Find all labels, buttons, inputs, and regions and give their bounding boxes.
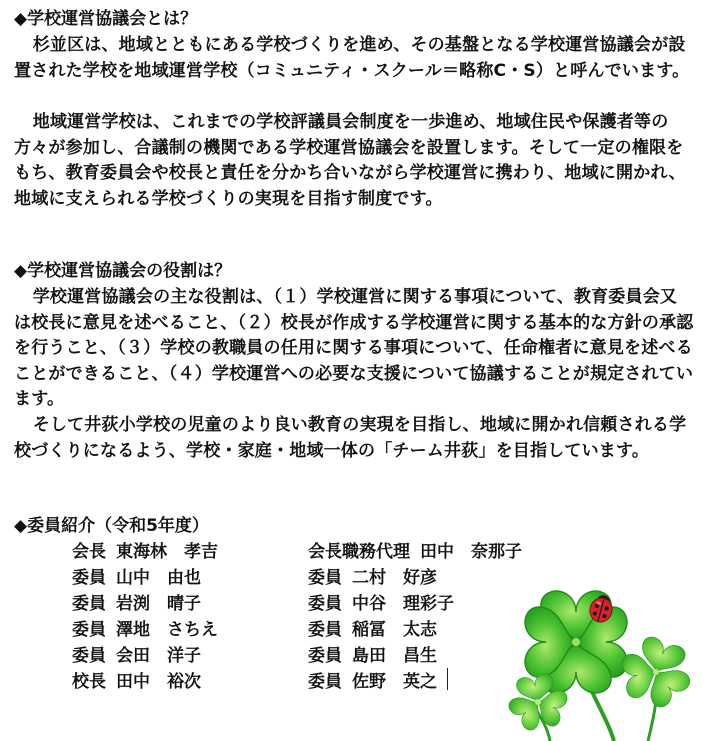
member-name: 会田 洋子 [116, 646, 201, 666]
member-name: 山中 由也 [116, 568, 201, 588]
member-role: 会長 [72, 542, 106, 562]
member-name: 島田 昌生 [352, 646, 437, 666]
member-role: 委員 [308, 620, 342, 640]
member-role: 委員 [72, 568, 106, 588]
member-item [72, 592, 201, 616]
member-role: 委員 [72, 620, 106, 640]
clover-ladybug-illustration [488, 560, 712, 741]
member-role: 委員 [72, 594, 106, 614]
member-role: 委員 [308, 646, 342, 666]
member-item [72, 618, 218, 642]
member-item [72, 540, 218, 564]
member-item [308, 670, 437, 694]
member-item [308, 644, 437, 668]
member-item [72, 566, 201, 590]
member-name: 田中 奈那子 [420, 542, 522, 562]
member-role: 委員 [308, 594, 342, 614]
member-name: 東海林 孝吉 [116, 542, 218, 562]
member-role: 委員 [308, 568, 342, 588]
section1-heading: ◆学校運営協議会とは？ [14, 9, 198, 29]
member-name: 稲冨 太志 [352, 620, 437, 640]
member-item [308, 592, 454, 616]
member-name: 澤地 さちえ [116, 620, 218, 640]
member-item [72, 670, 201, 694]
member-item [308, 618, 437, 642]
member-role: 委員 [72, 646, 106, 666]
member-name: 佐野 英之 [352, 672, 437, 692]
member-item [72, 644, 201, 668]
member-role: 委員 [308, 672, 342, 692]
section1-paragraph-2: 地域運営学校は、これまでの学校評議員会制度を一歩進め、地域住民や保護者等の方々が参加し、合議制の機関である学校運営協議会を設置します。そして一定の権限をもち、教育委員会や校長と責任を分かち合いながら学校運営に携わり、地域に開かれ、地域に支えられる学校づくりの実現を目指す制度です。 [14, 112, 686, 209]
member-name: 岩渕 晴子 [116, 594, 201, 614]
section2-paragraph-1: 学校運営協議会の主な役割は、（１）学校運営に関する事項について、教育委員会又は校長に意見を述べること、（２）校長が作成する学校運営に関する基本的な方針の承認を行うこと、（３）学校の教職員の任用に関する事項について、任命権者に意見を述べることができること、（４）学校運営への必要な支援について協議することが規定されています。 [14, 287, 694, 410]
section2-paragraph-2: そして井荻小学校の児童のより良い教育の実現を目指し、地域に開かれ信頼される学校づくりになるよう、学校・家庭・地域一体の「チーム井荻」を目指しています。 [14, 415, 687, 461]
section1-paragraph-1: 杉並区は、地域とともにある学校づくりを進め、その基盤となる学校運営協議会が設置された学校を地域運営学校（コミュニティ・スクール＝略称C・S）と呼んでいます。 [14, 35, 690, 81]
section3-heading: ◆委員紹介（令和5年度） [14, 516, 209, 536]
text-cursor [447, 668, 448, 690]
member-name: 田中 裕次 [116, 672, 201, 692]
member-role: 会長職務代理 [308, 542, 410, 562]
member-name: 中谷 理彩子 [352, 594, 454, 614]
member-role: 校長 [72, 672, 106, 692]
member-item [308, 566, 437, 590]
member-name: 二村 好彦 [352, 568, 437, 588]
section2-heading: ◆学校運営協議会の役割は？ [14, 261, 232, 281]
